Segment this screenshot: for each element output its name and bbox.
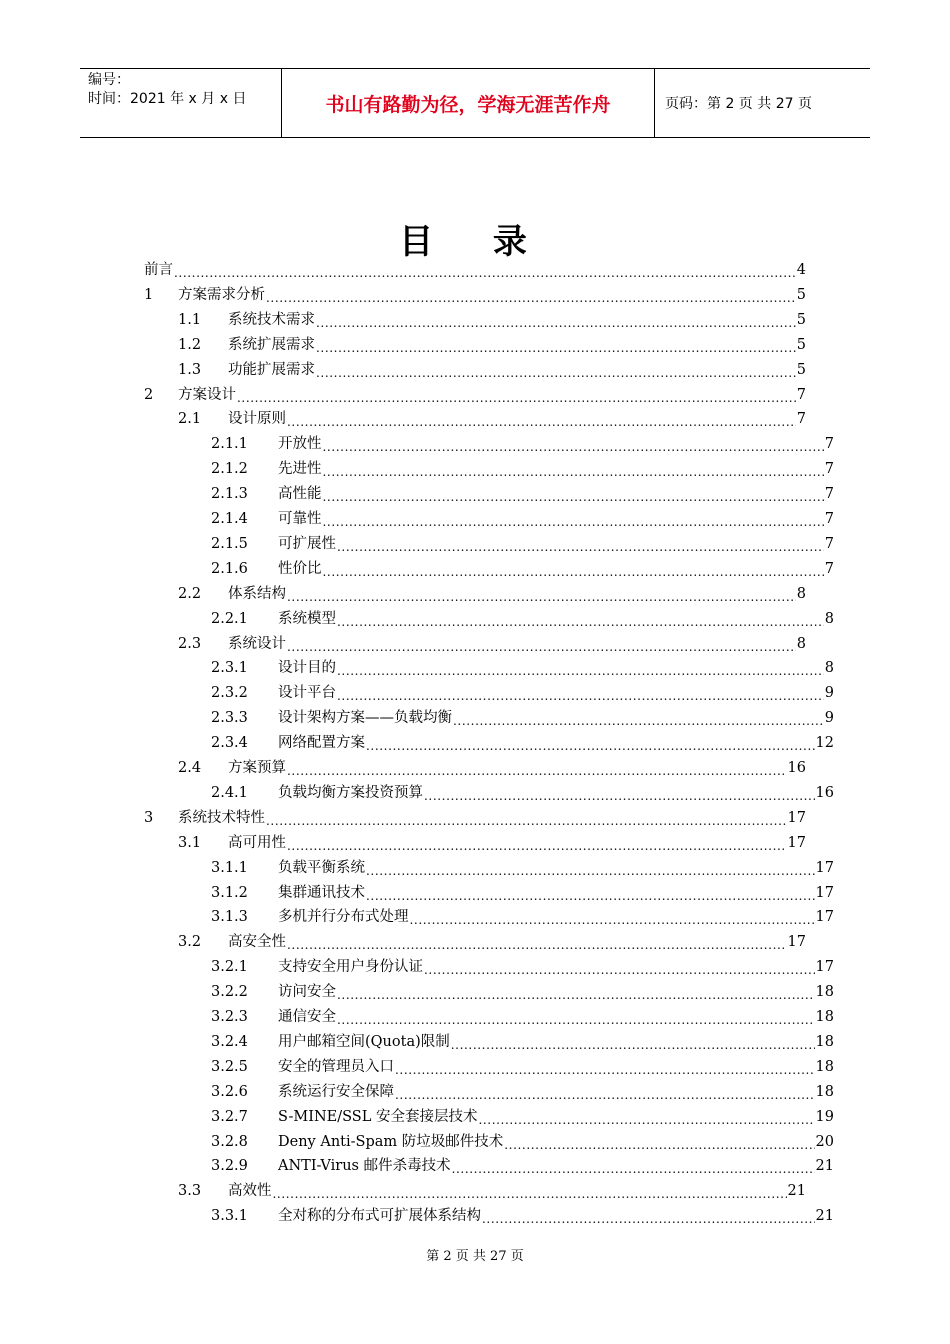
toc-entry[interactable]: [144, 383, 806, 407]
page-header: [80, 68, 870, 138]
toc-leader-dots: [316, 308, 796, 332]
toc-entry-number: 3.2.1: [211, 959, 248, 976]
toc-entry-title: 用户邮箱空间(Quota)限制: [278, 1033, 450, 1050]
toc-entry-title: 负载均衡方案投资预算: [278, 784, 423, 801]
toc-leader-dots: [482, 1204, 815, 1228]
toc-leader-dots: [504, 1130, 814, 1154]
toc-entry[interactable]: [178, 756, 806, 780]
toc-entry-title: 体系结构: [228, 585, 286, 602]
toc-entry-title: 可扩展性: [278, 535, 336, 552]
toc-entry-page: 21: [815, 1158, 834, 1175]
toc-entry-number: 2.1.4: [211, 511, 248, 527]
toc-entry-number: 3.2.6: [211, 1083, 248, 1100]
toc-entry-number: 2.4: [178, 760, 202, 776]
toc-entry-title: S-MINE/SSL 安全套接层技术: [278, 1108, 478, 1125]
toc-entry-number: 3.1.3: [211, 909, 248, 926]
toc-leader-dots: [395, 1080, 815, 1104]
toc-leader-dots: [337, 532, 824, 556]
toc-entry[interactable]: [211, 955, 834, 979]
toc-entry-number: 3.2.7: [211, 1108, 248, 1125]
toc-entry-number: 2.2.1: [211, 610, 248, 627]
toc-entry[interactable]: [211, 681, 834, 705]
toc-entry-number: 2.2: [178, 585, 202, 602]
toc-entry-page: 9: [824, 710, 834, 727]
header-motto: 书山有路勤为径，学海无涯苦作舟: [282, 69, 655, 137]
toc-leader-dots: [287, 632, 796, 656]
toc-entry-number: 2: [144, 386, 154, 403]
toc-leader-dots: [323, 507, 824, 531]
toc-entry[interactable]: [211, 1055, 834, 1079]
header-code: 编号：: [88, 72, 130, 88]
toc-entry[interactable]: [211, 557, 834, 581]
toc-entry-number: 3.2: [178, 934, 202, 951]
toc-entry-title: 方案设计: [178, 386, 236, 403]
toc-entry-title: 多机并行分布式处理: [278, 909, 409, 926]
toc-entry-page: 7: [824, 535, 834, 552]
toc-entry-page: 17: [787, 809, 806, 826]
toc-leader-dots: [287, 930, 787, 954]
toc-entry[interactable]: [211, 1204, 834, 1228]
toc-entry-title: 通信安全: [278, 1009, 336, 1025]
toc-entry-page: 17: [815, 959, 834, 976]
toc-entry-page: 17: [787, 834, 806, 851]
toc-entry[interactable]: [211, 482, 834, 506]
toc-leader-dots: [337, 656, 824, 680]
toc-leader-dots: [273, 1179, 787, 1203]
toc-entry-page: 5: [796, 311, 806, 328]
toc-entry-title: 设计平台: [278, 685, 336, 702]
toc-entry-number: 2.3.1: [211, 660, 248, 677]
toc-entry[interactable]: [178, 831, 806, 855]
toc-leader-dots: [366, 856, 815, 880]
toc-entry-title: 系统技术特性: [178, 809, 265, 826]
toc-entry-page: 5: [796, 286, 806, 303]
toc-entry-number: 1.1: [178, 311, 202, 328]
toc-leader-dots: [337, 607, 824, 631]
toc-entry-page: 16: [815, 784, 834, 801]
toc-entry-number: 3.2.4: [211, 1033, 248, 1050]
toc-entry-title: 方案预算: [228, 760, 286, 776]
toc-entry-number: 3.1.1: [211, 859, 248, 876]
toc-leader-dots: [323, 482, 824, 506]
toc-entry-title: 网络配置方案: [278, 735, 365, 752]
toc-entry[interactable]: [211, 1130, 834, 1154]
toc-entry-number: 2.3.4: [211, 735, 248, 752]
toc-leader-dots: [287, 756, 787, 780]
toc-entry[interactable]: [144, 283, 806, 307]
toc-entry-number: 3.2.8: [211, 1133, 248, 1150]
toc-title: 目 录: [399, 222, 551, 262]
toc-leader-dots: [452, 1154, 815, 1178]
toc-entry-number: 3.1.2: [211, 884, 248, 901]
toc-entry-title: 负载平衡系统: [278, 859, 365, 876]
toc-entry-number: 2.3.3: [211, 710, 248, 727]
toc-entry-page: 7: [824, 560, 834, 577]
toc-entry-title: 安全的管理员入口: [278, 1058, 394, 1075]
toc-entry-number: 3.3.1: [211, 1208, 248, 1225]
toc-entry-page: 5: [796, 361, 806, 378]
toc-entry[interactable]: [211, 656, 834, 680]
toc-leader-dots: [316, 358, 796, 382]
toc-entry-title: 全对称的分布式可扩展体系结构: [278, 1208, 481, 1225]
toc-entry-number: 2.1.5: [211, 535, 248, 552]
toc-entry-title: 访问安全: [278, 984, 336, 1001]
toc-entry-page: 17: [815, 859, 834, 876]
toc-entry-number: 1.2: [178, 336, 202, 353]
toc-entry-title: 开放性: [278, 436, 322, 453]
toc-entry[interactable]: [211, 457, 834, 481]
toc-entry[interactable]: [144, 258, 806, 282]
toc-leader-dots: [316, 333, 796, 357]
toc-leader-dots: [287, 582, 796, 606]
toc-leader-dots: [323, 457, 824, 481]
toc-entry-number: 2.1.1: [211, 436, 248, 453]
toc-entry[interactable]: [178, 308, 806, 332]
toc-entry-number: 2.3.2: [211, 685, 248, 702]
toc-leader-dots: [287, 831, 787, 855]
toc-entry-number: 2.1: [178, 411, 202, 428]
toc-entry-title: 系统运行安全保障: [278, 1083, 394, 1100]
toc-entry-page: 18: [815, 1009, 834, 1025]
toc-entry[interactable]: [178, 930, 806, 954]
toc-entry-page: 7: [824, 486, 834, 503]
toc-leader-dots: [424, 955, 815, 979]
toc-entry-title: 方案需求分析: [178, 286, 265, 303]
toc-leader-dots: [323, 432, 824, 456]
toc-entry-title: 先进性: [278, 461, 322, 478]
toc-leader-dots: [478, 1105, 814, 1129]
toc-entry[interactable]: [211, 731, 834, 755]
toc-entry[interactable]: [211, 607, 834, 631]
toc-entry[interactable]: [211, 1105, 834, 1129]
toc-entry-page: 7: [824, 461, 834, 478]
toc-entry-title: 高性能: [278, 486, 322, 503]
toc-entry-page: 8: [824, 610, 834, 627]
toc-entry-page: 18: [815, 1058, 834, 1075]
toc-entry-page: 7: [824, 436, 834, 453]
toc-entry-number: 2.1.6: [211, 560, 248, 577]
toc-entry-title: 集群通讯技术: [278, 884, 365, 901]
toc-entry-title: 高安全性: [228, 934, 286, 951]
toc-leader-dots: [266, 806, 787, 830]
toc-entry[interactable]: [178, 632, 806, 656]
toc-entry-page: 19: [815, 1108, 834, 1125]
toc-entry-title: 高效性: [228, 1183, 272, 1200]
toc-entry-page: 18: [815, 1033, 834, 1050]
toc-entry-page: 21: [787, 1183, 806, 1200]
toc-leader-dots: [410, 905, 815, 929]
toc-entry-page: 5: [796, 336, 806, 353]
toc-entry[interactable]: [211, 881, 834, 905]
toc-entry-page: 7: [796, 386, 806, 403]
toc-leader-dots: [237, 383, 796, 407]
toc-leader-dots: [337, 1005, 815, 1029]
toc-entry[interactable]: [211, 905, 834, 929]
toc-entry[interactable]: [211, 1030, 834, 1054]
toc-entry[interactable]: [178, 358, 806, 382]
toc-entry-title: Deny Anti-Spam 防垃圾邮件技术: [278, 1133, 504, 1150]
toc-entry[interactable]: [211, 781, 834, 805]
toc-entry-page: 18: [815, 984, 834, 1001]
toc-entry-page: 8: [796, 635, 806, 652]
toc-entry-page: 20: [815, 1133, 834, 1150]
toc-entry-title: 系统技术需求: [228, 311, 315, 328]
toc-entry-page: 17: [815, 909, 834, 926]
toc-leader-dots: [453, 706, 824, 730]
toc-entry-page: 17: [787, 934, 806, 951]
toc-entry[interactable]: [178, 1179, 806, 1203]
toc-entry-page: 8: [796, 585, 806, 602]
toc-entry-number: 3: [144, 809, 154, 826]
header-meta: [80, 69, 282, 137]
header-page-info: 页码：第 2 页 共 27 页: [665, 96, 812, 112]
toc-entry[interactable]: [211, 706, 834, 730]
toc-entry-number: 3.2.9: [211, 1158, 248, 1175]
toc-entry-page: 4: [796, 262, 806, 278]
toc-entry-title: 系统模型: [278, 610, 336, 627]
toc-entry[interactable]: [211, 507, 834, 531]
toc-entry[interactable]: [211, 1154, 834, 1178]
toc-entry-title: ANTI-Virus 邮件杀毒技术: [278, 1158, 451, 1175]
toc-entry-number: 3.1: [178, 834, 202, 851]
toc-leader-dots: [424, 781, 815, 805]
toc-entry[interactable]: [211, 980, 834, 1004]
toc-entry-number: 2.1.2: [211, 461, 248, 478]
toc-entry-page: 12: [815, 735, 834, 752]
toc-leader-dots: [395, 1055, 815, 1079]
toc-entry[interactable]: [178, 333, 806, 357]
toc-entry-title: 系统扩展需求: [228, 336, 315, 353]
header-time: 时间：2021 年 x 月 x 日: [88, 91, 247, 107]
toc-leader-dots: [366, 731, 815, 755]
toc-leader-dots: [337, 980, 815, 1004]
toc-entry-page: 9: [824, 685, 834, 702]
toc-leader-dots: [323, 557, 824, 581]
toc-entry[interactable]: [211, 1005, 834, 1029]
toc-entry[interactable]: [211, 1080, 834, 1104]
toc-entry-number: 1.3: [178, 361, 202, 378]
toc-entry-title: 支持安全用户身份认证: [278, 959, 423, 976]
toc-entry[interactable]: [178, 407, 806, 431]
toc-entry-number: 3.2.2: [211, 984, 248, 1001]
toc-entry[interactable]: [178, 582, 806, 606]
toc-leader-dots: [287, 407, 796, 431]
toc-entry-page: 8: [824, 660, 834, 677]
toc-entry-title: 功能扩展需求: [228, 361, 315, 378]
toc-entry-number: 3.3: [178, 1183, 202, 1200]
toc-entry-title: 性价比: [278, 560, 322, 577]
toc-entry-page: 21: [815, 1208, 834, 1225]
toc-entry-number: 1: [144, 286, 154, 303]
page-footer: 第 2 页 共 27 页: [426, 1249, 524, 1264]
toc-entry-number: 3.2.3: [211, 1009, 248, 1025]
toc-entry-title: 可靠性: [278, 511, 322, 527]
toc-entry[interactable]: [211, 856, 834, 880]
toc-entry[interactable]: [144, 806, 806, 830]
toc-entry-title: 系统设计: [228, 635, 286, 652]
toc-entry-number: 2.1.3: [211, 486, 248, 503]
toc-entry-page: 7: [824, 511, 834, 527]
toc-entry-number: 3.2.5: [211, 1058, 248, 1075]
toc-leader-dots: [174, 258, 796, 282]
toc-leader-dots: [366, 881, 815, 905]
toc-entry-number: 2.3: [178, 635, 202, 652]
toc-entry-page: 18: [815, 1083, 834, 1100]
toc-entry-title: 设计原则: [228, 411, 286, 428]
toc-leader-dots: [451, 1030, 815, 1054]
toc-entry[interactable]: [211, 432, 834, 456]
toc-entry-title: 前言: [144, 262, 173, 278]
toc-entry-title: 设计目的: [278, 660, 336, 677]
toc-entry[interactable]: [211, 532, 834, 556]
toc-leader-dots: [266, 283, 796, 307]
toc-entry-page: 16: [787, 760, 806, 776]
toc-entry-page: 7: [796, 411, 806, 428]
toc-entry-page: 17: [815, 884, 834, 901]
toc-entry-number: 2.4.1: [211, 784, 248, 801]
toc-leader-dots: [337, 681, 824, 705]
toc-entry-title: 高可用性: [228, 834, 286, 851]
toc-entry-title: 设计架构方案——负载均衡: [278, 710, 452, 727]
